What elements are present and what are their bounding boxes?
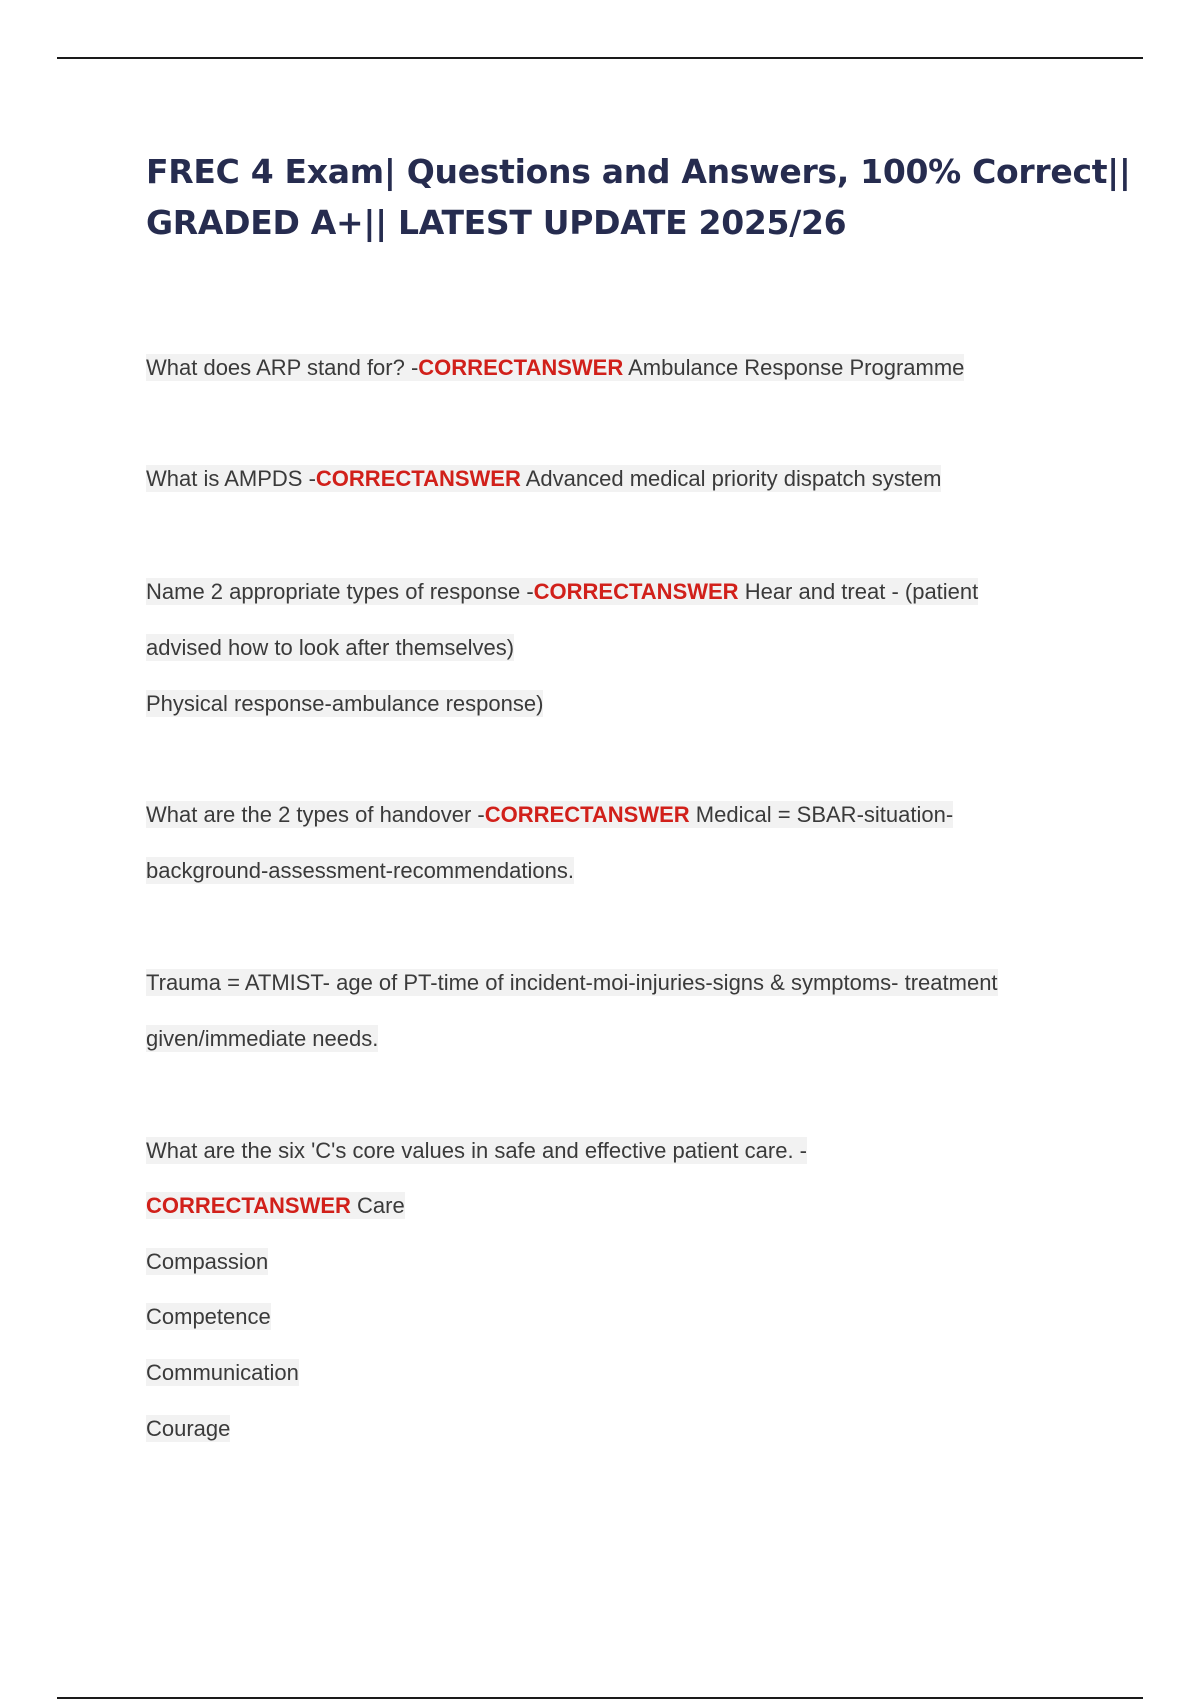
- qa-item-2: [146, 466, 1106, 492]
- header-rule: [57, 57, 1143, 59]
- qa-item-3: [146, 579, 1106, 717]
- correct-answer-marker: CORRECTANSWER: [146, 1193, 351, 1218]
- answer-continuation: [146, 1249, 1106, 1304]
- answer-text: advised how to look after themselves): [146, 635, 515, 660]
- question-text: What are the 2 types of handover -: [146, 802, 485, 827]
- answer-text: Medical = SBAR-situation-: [689, 802, 954, 827]
- footer-rule: [57, 1697, 1143, 1699]
- question-text: What does ARP stand for? -: [146, 355, 419, 380]
- answer-text: Communication: [146, 1360, 299, 1385]
- answer-continuation: [146, 1026, 1106, 1052]
- answer-text: Compassion: [146, 1249, 269, 1274]
- answer-text: Ambulance Response Programme: [623, 355, 965, 380]
- answer-text: background-assessment-recommendations.: [146, 858, 574, 883]
- answer-continuation: [146, 858, 1106, 884]
- qa-line: [146, 355, 1106, 381]
- qa-item-1: [146, 355, 1106, 381]
- qa-line: [146, 802, 1106, 858]
- answer-text: Advanced medical priority dispatch system: [520, 466, 942, 491]
- answer-text: given/immediate needs.: [146, 1026, 379, 1051]
- answer-continuation: [146, 691, 1106, 717]
- qa-line: [146, 1138, 1106, 1193]
- answer-continuation: [146, 1304, 1106, 1360]
- answer-continuation: [146, 970, 1106, 1026]
- answer-continuation: [146, 1360, 1106, 1416]
- question-text: What is AMPDS -: [146, 466, 316, 491]
- correct-answer-marker: CORRECTANSWER: [315, 466, 521, 491]
- qa-line: [146, 466, 1106, 492]
- correct-answer-marker: CORRECTANSWER: [533, 579, 739, 604]
- qa-item-5: [146, 1138, 1106, 1442]
- page-title: [146, 146, 1131, 248]
- answer-text: Physical response-ambulance response): [146, 691, 544, 716]
- qa-line: [146, 1193, 1106, 1249]
- answer-text: Care: [350, 1193, 405, 1218]
- answer-text: Trauma = ATMIST- age of PT-time of incident-moi-injuries-signs & symptoms- treatment: [146, 970, 998, 995]
- title-line-1: FREC 4 Exam| Questions and Answers, 100% Correct||: [146, 152, 1131, 191]
- qa-item-4-trauma: [146, 970, 1106, 1052]
- answer-text: Hear and treat - (patient: [738, 579, 979, 604]
- answer-continuation: [146, 1416, 1106, 1442]
- title-line-2: GRADED A+|| LATEST UPDATE 2025/26: [146, 203, 847, 242]
- answer-continuation: [146, 635, 1106, 691]
- correct-answer-marker: CORRECTANSWER: [418, 355, 624, 380]
- question-text: Name 2 appropriate types of response -: [146, 579, 534, 604]
- qa-item-4: [146, 802, 1106, 884]
- question-text: What are the six 'C's core values in safe and effective patient care. -: [146, 1138, 807, 1163]
- answer-text: Courage: [146, 1416, 231, 1441]
- correct-answer-marker: CORRECTANSWER: [484, 802, 690, 827]
- answer-text: Competence: [146, 1304, 271, 1329]
- qa-line: [146, 579, 1106, 635]
